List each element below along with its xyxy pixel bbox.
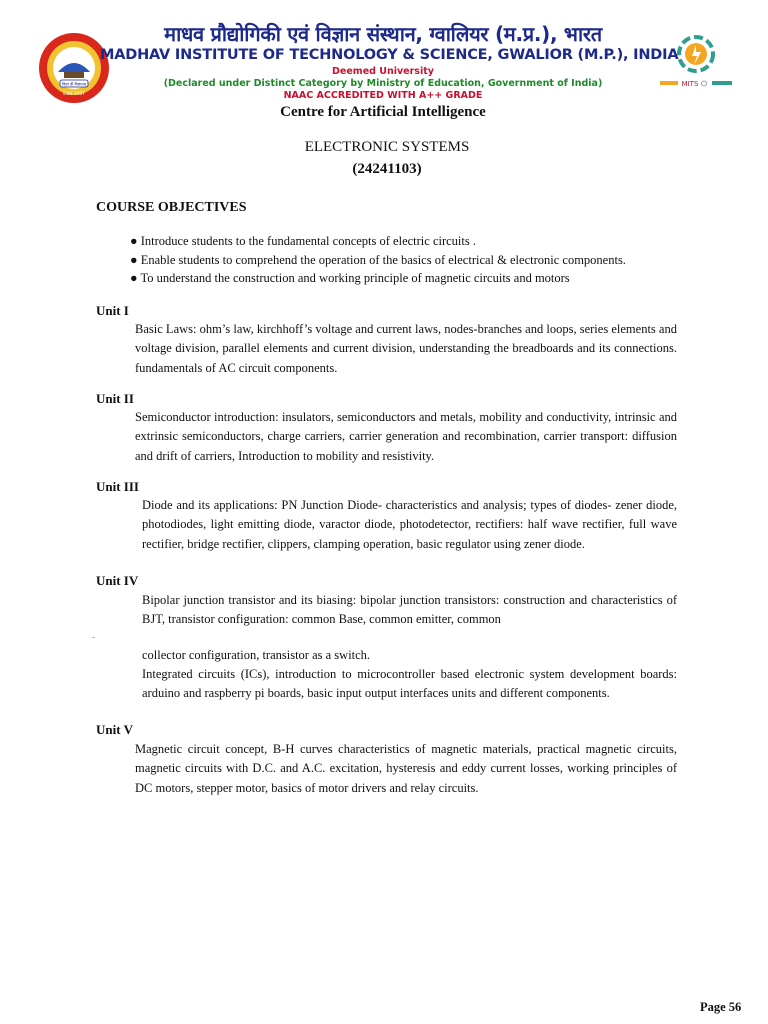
deemed-university-label: Deemed University [332, 66, 434, 77]
course-title-block [100, 136, 674, 180]
list-item: ● Introduce students to the fundamental concepts of electric circuits . [130, 234, 476, 248]
institute-name-hindi: माधव प्रौद्योगिकी एवं विज्ञान संस्थान, ग्वालियर (म.प्र.), भारत [164, 22, 602, 46]
course-code: (24241103) [352, 161, 422, 177]
centre-name: Centre for Artificial Intelligence [280, 104, 486, 120]
unit-1-content: Basic Laws: ohm’s law, kirchhoff’s voltage and current laws, nodes-branches and loops, series elements and voltage division, parallel elements and current division, understanding the breadboards and its connections. fundamentals of AC circuit components. [135, 322, 677, 375]
objectives-list [130, 232, 690, 288]
unit-label: Unit V [96, 722, 133, 737]
course-title: ELECTRONIC SYSTEMS [304, 139, 470, 155]
mits-logo-text: MITS [681, 80, 699, 88]
seal-motto: विद्या ही विज्ञानम् [62, 81, 86, 87]
unit-2-content: Semiconductor introduction: insulators, semiconductors and metals, mobility and conductivity, intrinsic and extrinsic semiconductors, charge carriers, carrier generation and recombination, carrier transport: diffusion and drift of carriers, Introduction to mobility and resistivity. [135, 410, 677, 463]
objective-text: Introduce students to the fundamental concepts of electric circuits . [140, 234, 476, 248]
unit-4-content-2: collector configuration, transistor as a switch. [142, 648, 371, 662]
seal-year: Estd. 1957 [63, 91, 85, 96]
naac-accreditation: NAAC ACCREDITED WITH A++ GRADE [283, 90, 483, 101]
unit-label: Unit III [96, 479, 139, 494]
institute-name-english: MADHAV INSTITUTE OF TECHNOLOGY & SCIENCE, GWALIOR (M.P.), INDIA [100, 47, 679, 63]
unit-label: Unit I [96, 303, 129, 318]
declaration-line: (Declared under Distinct Category by Ministry of Education, Government of India) [163, 78, 603, 89]
mits-logo [656, 34, 736, 94]
objective-text: To understand the construction and working principle of magnetic circuits and motors [140, 271, 570, 285]
unit-5-content: Magnetic circuit concept, B-H curves characteristics of magnetic materials, practical magnetic circuits, magnetic circuits with D.C. and A.C. excitation, hysteresis and eddy current losses, working principles of DC motors, stepper motor, basics of motor drivers and relay circuits. [135, 742, 677, 795]
unit-4-content-3: Integrated circuits (ICs), introduction to microcontroller based electronic system development boards: arduino and raspberry pi boards, basic input output interfaces units and different components. [142, 667, 677, 701]
list-item: ● To understand the construction and working principle of magnetic circuits and motors [130, 271, 570, 285]
page-number: Page 56 [700, 1000, 742, 1014]
list-item: ● Enable students to comprehend the operation of the basics of electrical & electronic components. [130, 252, 626, 267]
stray-mark: - [92, 632, 96, 643]
unit-label: Unit IV [96, 573, 139, 588]
unit-label: Unit II [96, 391, 134, 406]
objectives-heading: COURSE OBJECTIVES [96, 200, 247, 215]
objective-text: Enable students to comprehend the operation of the basics of electrical & electronic components. [140, 252, 626, 267]
unit-4-content-1: Bipolar junction transistor and its biasing: bipolar junction transistors: construction and characteristics of BJT, transistor configuration: common Base, common emitter, common [142, 593, 677, 627]
unit-3-content: Diode and its applications: PN Junction Diode- characteristics and analysis; types of diodes- zener diode, photodiodes, light emitting diode, varactor diode, photodetector, rectifiers: half wave rectifier, full wave rectifier, bridge rectifier, clippers, clamping operation, basic regulator using zener diode. [142, 498, 677, 551]
